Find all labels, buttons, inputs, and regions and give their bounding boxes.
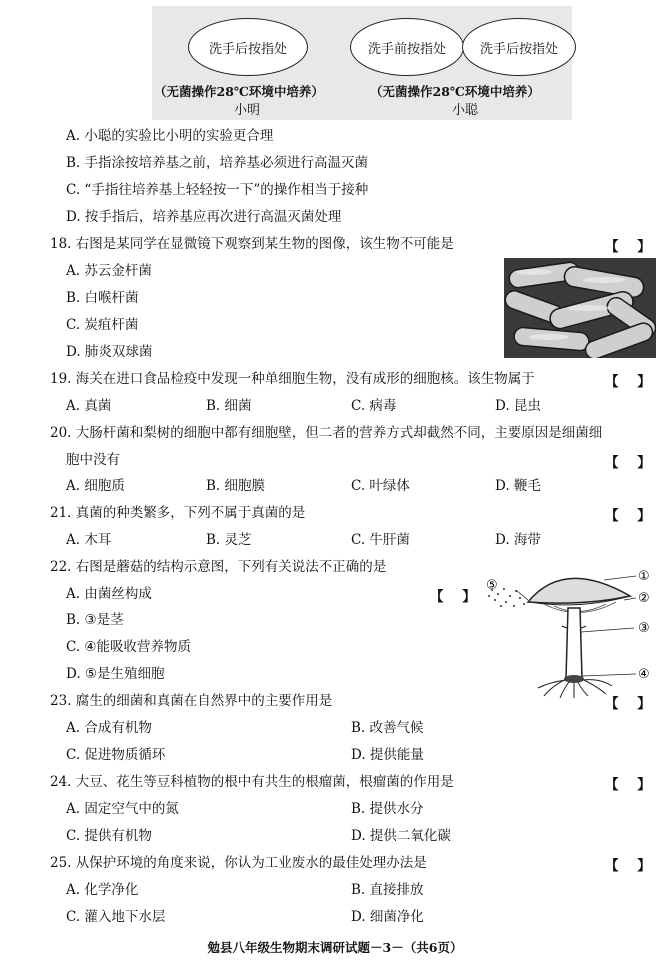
q21-option-b: B. 灵芝 [206,532,252,548]
xiaocong-dish-after [462,18,576,76]
q24-stem: 24. 大豆、花生等豆科植物的根中有共生的根瘤菌，根瘤菌的作用是 [50,774,454,790]
q22-answer-bracket: 【 】 [430,589,476,605]
q20-option-b: B. 细胞膜 [206,478,266,494]
q21-option-c: C. 牛肝菌 [351,532,410,548]
xiaocong-dish-after-label: 洗手后按指处 [479,41,558,57]
q25-answer-bracket: 【 】 [605,858,651,874]
xiaocong-dish-before-label: 洗手前按指处 [367,41,446,57]
q17-option-a: A. 小聪的实验比小明的实验更合理 [66,128,274,144]
q23-option-a: A. 合成有机物 [66,720,152,736]
q21-stem: 21. 真菌的种类繁多，下列不属于真菌的是 [50,505,306,521]
q24-option-b: B. 提供水分 [351,801,424,817]
q22-option-a: A. 由菌丝构成 [66,586,152,602]
q25-option-c: C. 灌入地下水层 [66,909,166,925]
q18-option-c: C. 炭疽杆菌 [66,317,139,333]
mushroom-label-2: ② [638,591,650,606]
mushroom-label-1: ① [638,569,650,584]
q22-stem: 22. 右图是蘑菇的结构示意图，下列有关说法不正确的是 [50,559,387,575]
mushroom-label-4: ④ [638,667,650,682]
q19-answer-bracket: 【 】 [605,374,651,390]
q23-option-c: C. 促进物质循环 [66,747,166,763]
q20-answer-bracket: 【 】 [605,455,651,471]
q18-stem: 18. 右图是某同学在显微镜下观察到某生物的图像，该生物不可能是 [50,236,454,252]
q19-option-a: A. 真菌 [66,398,112,414]
q21-option-a: A. 木耳 [66,532,112,548]
xiaocong-caption: （无菌操作28℃环境中培养） [370,84,540,99]
q18-answer-bracket: 【 】 [605,239,651,255]
q18-option-a: A. 苏云金杆菌 [66,263,152,279]
q20-option-c: C. 叶绿体 [351,478,410,494]
q20-stem-line2: 胞中没有 [66,452,120,468]
q24-option-a: A. 固定空气中的氮 [66,801,179,817]
mushroom-label-5: ⑤ [486,578,498,593]
q24-answer-bracket: 【 】 [605,777,651,793]
q22-option-c: C. ④能吸收营养物质 [66,639,192,655]
mushroom-diagram [484,560,660,698]
q20-option-d: D. 鞭毛 [495,478,541,494]
q22-option-d: D. ⑤是生殖细胞 [66,666,165,682]
q23-option-d: D. 提供能量 [351,747,424,763]
q25-stem: 25. 从保护环境的角度来说，你认为工业废水的最佳处理办法是 [50,855,427,871]
q18-option-b: B. 白喉杆菌 [66,290,139,306]
q21-option-d: D. 海带 [495,532,541,548]
q20-option-a: A. 细胞质 [66,478,125,494]
q25-option-d: D. 细菌净化 [351,909,424,925]
petri-dish-figure [152,6,572,120]
q19-stem: 19. 海关在进口食品检疫中发现一种单细胞生物，没有成形的细胞核。该生物属于 [50,371,535,387]
q24-option-d: D. 提供二氧化碳 [351,828,451,844]
bacteria-micrograph [504,258,656,358]
q25-option-a: A. 化学净化 [66,882,139,898]
xiaocong-dish-before [350,18,464,76]
q21-answer-bracket: 【 】 [605,508,651,524]
q23-option-b: B. 改善气候 [351,720,424,736]
q18-option-d: D. 肺炎双球菌 [66,344,153,360]
xiaoming-dish-label: 洗手后按指处 [208,41,287,57]
xiaocong-name: 小聪 [452,103,479,118]
q20-stem-line1: 20. 大肠杆菌和梨树的细胞中都有细胞壁，但二者的营养方式却截然不同，主要原因是细菌细 [50,425,603,441]
xiaoming-name: 小明 [234,103,261,118]
q19-option-d: D. 昆虫 [495,398,541,414]
page-footer: 勉县八年级生物期末调研试题－3－（共6页） [207,940,463,955]
q17-option-c: C. “手指往培养基上轻轻按一下”的操作相当于接种 [66,182,369,198]
q17-option-b: B. 手指涂按培养基之前，培养基必须进行高温灭菌 [66,155,369,171]
xiaoming-caption: （无菌操作28℃环境中培养） [154,84,324,99]
q19-option-c: C. 病毒 [351,398,397,414]
q23-answer-bracket: 【 】 [605,696,651,712]
q17-option-d: D. 按手指后，培养基应再次进行高温灭菌处理 [66,209,342,225]
q19-option-b: B. 细菌 [206,398,252,414]
q24-option-c: C. 提供有机物 [66,828,152,844]
q23-stem: 23. 腐生的细菌和真菌在自然界中的主要作用是 [50,693,333,709]
q22-option-b: B. ③是茎 [66,612,124,628]
xiaoming-dish [188,18,308,76]
q25-option-b: B. 直接排放 [351,882,424,898]
mushroom-label-3: ③ [638,621,650,636]
